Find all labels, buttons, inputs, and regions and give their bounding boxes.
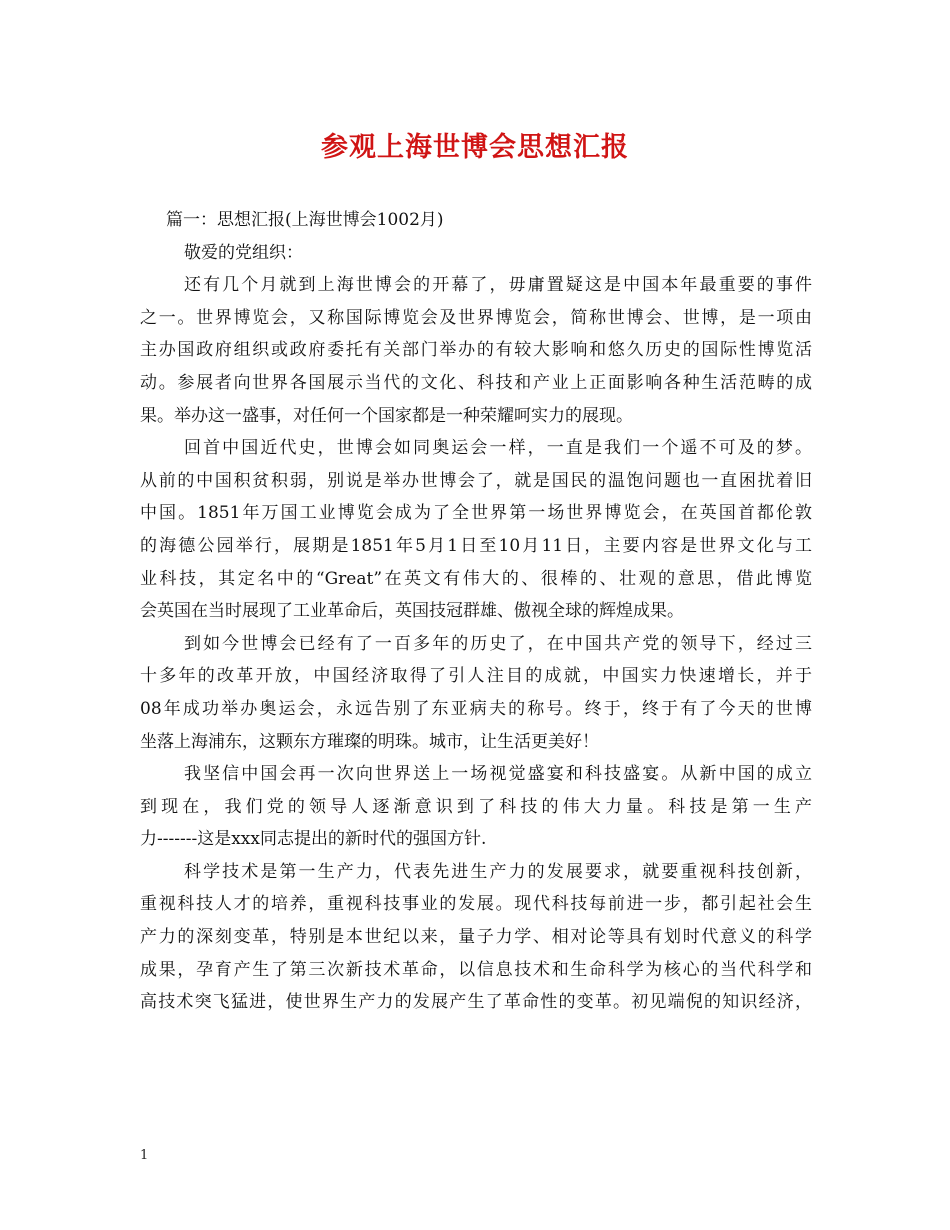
text-line: 业科技，其定名中的“Great”在英文有伟大的、很棒的、壮观的意思，借此博览 (140, 568, 812, 589)
text-line: 果。举办这一盛事，对任何一个国家都是一种荣耀呵实力的展现。 (140, 405, 633, 426)
text-line: 回首中国近代史，世博会如同奥运会一样，一直是我们一个遥不可及的梦。 (184, 438, 812, 459)
page-number: 1 (140, 1148, 149, 1163)
text-line: 还有几个月就到上海世博会的开幕了，毋庸置疑这是中国本年最重要的事件 (184, 275, 812, 296)
text-line: 我坚信中国会再一次向世界送上一场视觉盛宴和科技盛宴。从新中国的成立 (184, 764, 812, 785)
document-title: 参观上海世博会思想汇报 (321, 132, 629, 163)
text-line: 的海德公园举行，展期是1851年5月1日至10月11日，主要内容是世界文化与工 (140, 535, 812, 556)
text-line: 科学技术是第一生产力，代表先进生产力的发展要求，就要重视科技创新， (184, 861, 812, 882)
text-line: 动。参展者向世界各国展示当代的文化、科技和产业上正面影响各种生活范畴的成 (140, 372, 812, 393)
paragraph (140, 856, 812, 1019)
text-line: 从前的中国积贫积弱，别说是举办世博会了，就是国民的温饱问题也一直困扰着旧 (140, 470, 812, 491)
text-line: 到现在，我们党的领导人逐渐意识到了科技的伟大力量。科技是第一生产 (140, 796, 812, 817)
text-line: 08年成功举办奥运会，永远告别了东亚病夫的称号。终于，终于有了今天的世博 (140, 698, 812, 719)
text-line: 十多年的改革开放，中国经济取得了引人注目的成就，中国实力快速增长，并于 (140, 666, 812, 687)
text-line: 重视科技人才的培养，重视科技事业的发展。现代科技每前进一步，都引起社会生 (140, 894, 812, 915)
salutation: 敬爱的党组织： (184, 242, 303, 263)
paragraph (140, 628, 812, 758)
text-line: 会英国在当时展现了工业革命后，英国技冠群雄、傲视全球的辉煌成果。 (140, 601, 684, 622)
text-line: 力-------这是xxx同志提出的新时代的强国方针. (140, 829, 487, 850)
paragraph (140, 269, 812, 432)
text-line: 产力的深刻变革，特别是本世纪以来，量子力学、相对论等具有划时代意义的科学 (140, 927, 812, 948)
heading-line: 篇一：思想汇报(上海世博会1002月) (166, 210, 444, 230)
text-line: 到如今世博会已经有了一百多年的历史了，在中国共产党的领导下，经过三 (184, 633, 812, 654)
text-line: 高技术突飞猛进，使世界生产力的发展产生了革命性的变革。初见端倪的知识经济， (140, 992, 812, 1013)
text-line: 之一。世界博览会，又称国际博览会及世界博览会，简称世博会、世博，是一项由 (140, 307, 812, 328)
text-line: 成果，孕育产生了第三次新技术革命，以信息技术和生命科学为核心的当代科学和 (140, 959, 812, 980)
text-line: 坐落上海浦东，这颗东方璀璨的明珠。城市，让生活更美好！ (140, 731, 599, 752)
text-line: 主办国政府组织或政府委托有关部门举办的有较大影响和悠久历史的国际性博览活 (140, 340, 812, 361)
paragraph (140, 758, 812, 856)
text-line: 中国。1851年万国工业博览会成为了全世界第一场世界博览会，在英国首都伦敦 (140, 503, 812, 524)
document-body (140, 204, 812, 1019)
paragraph (140, 432, 812, 628)
